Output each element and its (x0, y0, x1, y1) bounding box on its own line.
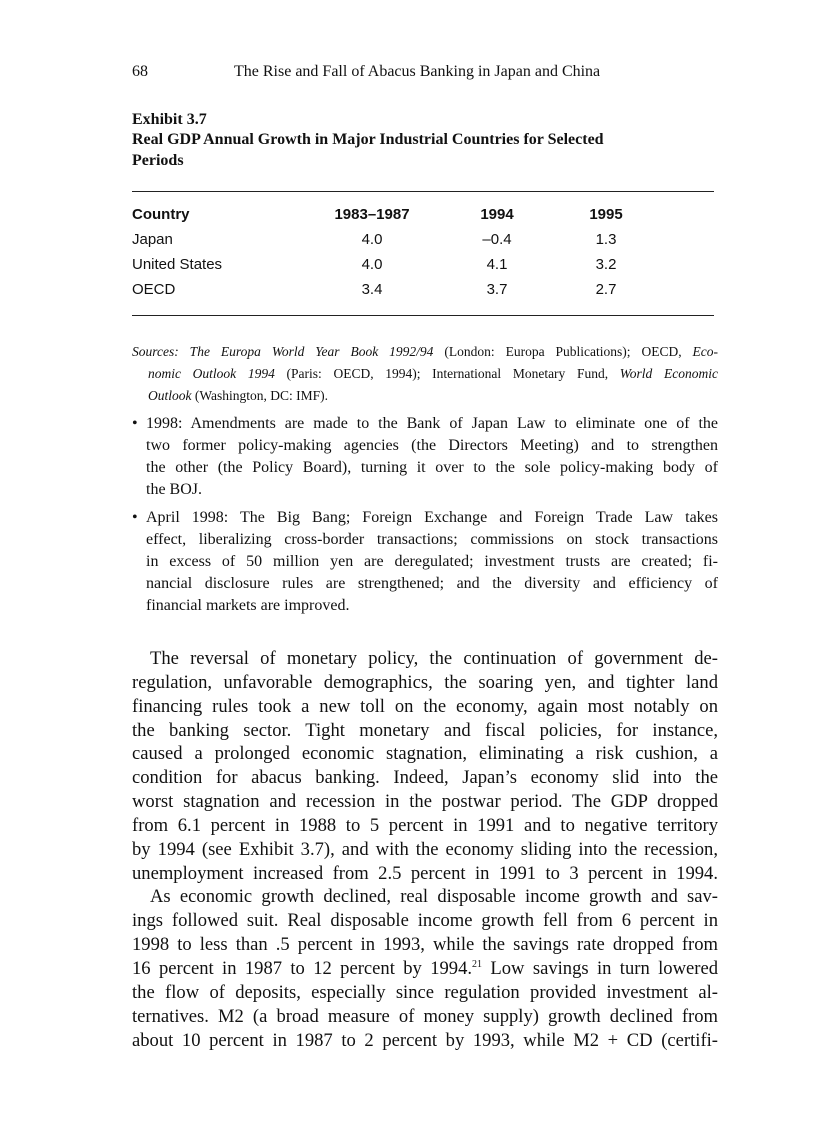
cell: OECD (132, 281, 176, 298)
text-line: The reversal of monetary policy, the continuation of government de- (150, 648, 718, 669)
text-line: condition for abacus banking. Indeed, Japan’s economy slid into the (132, 767, 718, 789)
cell: 1.3 (595, 231, 617, 248)
footnote-ref[interactable]: 21 (472, 958, 483, 970)
source-text: Eco- (692, 344, 718, 359)
table-row (132, 231, 714, 251)
text-line: ings followed suit. Real disposable income growth fell from 6 percent in (132, 910, 718, 932)
text-line: by 1994 (see Exhibit 3.7), and with the economy sliding into the recession, (132, 838, 718, 860)
bullet-item (132, 413, 718, 501)
cell: 3.7 (486, 281, 508, 298)
source-text: Sources: The Europa World Year Book 1992/94 (132, 344, 434, 359)
text-line (132, 957, 718, 981)
source-text: nomic Outlook 1994 (148, 366, 275, 381)
page-number: 68 (132, 63, 148, 80)
cell: 4.1 (486, 256, 508, 273)
text-line: in excess of 50 million yen are deregulated; investment trusts are created; fi- (146, 553, 718, 570)
source-text: World Economic (619, 366, 718, 381)
cell: United States (132, 256, 223, 273)
table-top-rule (132, 191, 714, 192)
text-line: effect, liberalizing cross-border transactions; commissions on stock transactions (146, 531, 718, 548)
text-line: from 6.1 percent in 1988 to 5 percent in 1991 and to negative territory (132, 814, 718, 836)
cell: 4.0 (361, 231, 383, 248)
body-text (132, 647, 718, 1052)
source-text: (London: Europa Publications); OECD, (433, 344, 693, 359)
source-text: (Paris: OECD, 1994); International Monetary Fund, (274, 366, 620, 381)
col-header-1994: 1994 (480, 206, 514, 223)
text-line: worst stagnation and recession in the postwar period. The GDP dropped (132, 791, 718, 813)
text-line: financing rules took a new toll on the economy, again most notably on (132, 695, 718, 717)
cell: 2.7 (595, 281, 617, 298)
cell: 3.4 (361, 281, 383, 298)
bullet-icon: • (132, 415, 138, 432)
sources-note (132, 341, 718, 407)
exhibit-title-line: Real GDP Annual Growth in Major Industrial Countries for Selected (132, 131, 604, 148)
cell: Japan (132, 231, 173, 248)
text-line: about 10 percent in 1987 to 2 percent by 1993, while M2 + CD (certifi- (132, 1029, 718, 1051)
text-line: nancial disclosure rules are strengthened; and the diversity and efficiency of (146, 575, 718, 592)
text-line: the BOJ. (146, 481, 202, 498)
text-line: the other (the Policy Board), turning it over to the sole policy-making body of (146, 459, 718, 476)
text-line: As economic growth declined, real disposable income growth and sav- (150, 886, 718, 908)
running-title: The Rise and Fall of Abacus Banking in Japan and China (234, 63, 601, 80)
text-line: April 1998: The Big Bang; Foreign Exchange and Foreign Trade Law takes (146, 509, 718, 526)
cell: 3.2 (595, 256, 617, 273)
text-segment: 16 percent in 1987 to 12 percent by 1994. (132, 957, 473, 979)
bullet-icon: • (132, 509, 138, 526)
text-line: 1998 to less than .5 percent in 1993, while the savings rate dropped from (132, 934, 718, 956)
text-line: regulation, unfavorable demographics, the soaring yen, and tighter land (132, 671, 718, 693)
exhibit-label: Exhibit 3.7 (132, 111, 207, 128)
bullet-item (132, 507, 718, 617)
col-header-1995: 1995 (589, 206, 623, 223)
text-line: financial markets are improved. (146, 597, 350, 614)
col-header-country: Country (132, 206, 190, 223)
text-line: the banking sector. Tight monetary and fiscal policies, for instance, (132, 719, 718, 741)
text-segment: Low savings in turn lowered (482, 957, 718, 979)
text-line: caused a prolonged economic stagnation, eliminating a risk cushion, a (132, 743, 718, 765)
table-row (132, 281, 714, 301)
source-text: (Washington, DC: IMF). (191, 388, 329, 403)
table-bottom-rule (132, 315, 714, 316)
col-header-1983-1987: 1983–1987 (334, 206, 410, 223)
cell: –0.4 (482, 231, 512, 248)
text-line: ternatives. M2 (a broad measure of money supply) growth declined from (132, 1005, 718, 1027)
exhibit-title-line: Periods (132, 152, 184, 169)
source-text: Outlook (148, 388, 192, 403)
text-line: the flow of deposits, especially since regulation provided investment al- (132, 981, 718, 1003)
text-line: two former policy-making agencies (the Directors Meeting) and to strengthen (146, 437, 718, 454)
text-line: unemployment increased from 2.5 percent in 1991 to 3 percent in 1994. (132, 862, 718, 884)
table-header-row (132, 206, 714, 226)
cell: 4.0 (361, 256, 383, 273)
table-row (132, 256, 714, 276)
text-line: 1998: Amendments are made to the Bank of Japan Law to eliminate one of the (146, 415, 718, 432)
